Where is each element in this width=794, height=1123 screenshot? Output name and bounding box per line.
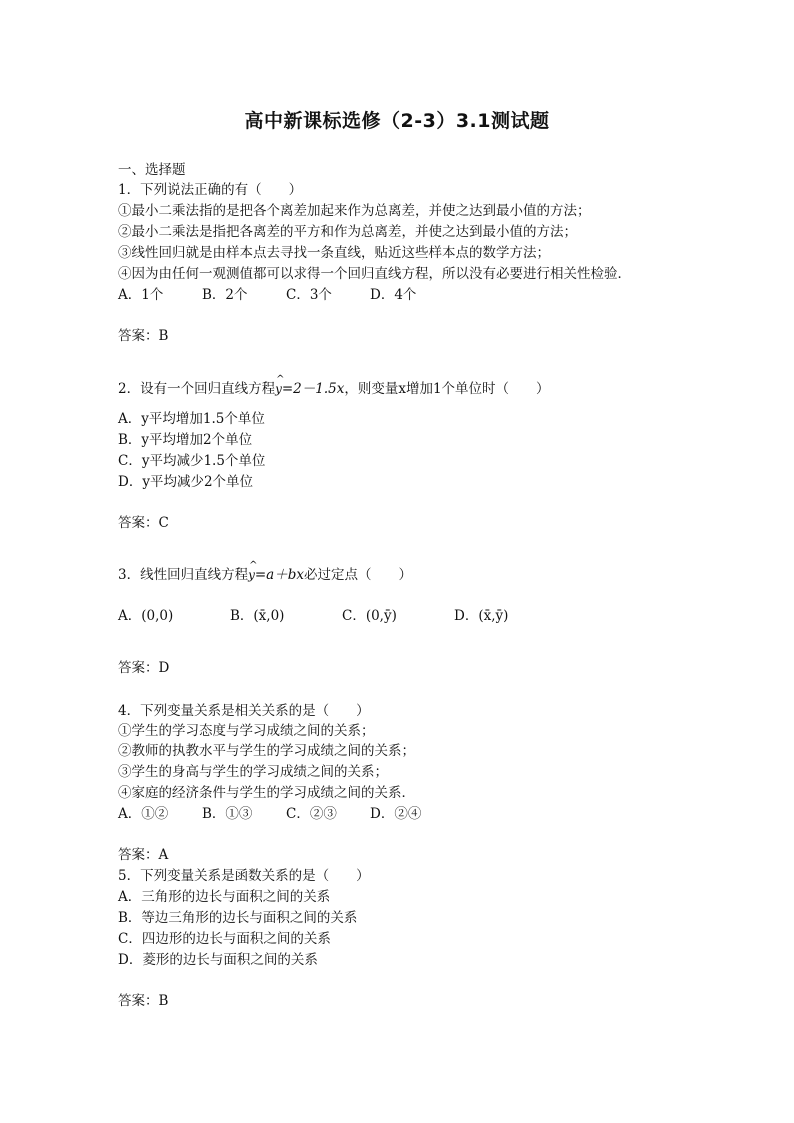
q3-stem [118,567,412,583]
q4-option-a: A．①② [118,806,169,822]
q5-option-d: D．菱形的边长与面积之间的关系 [118,952,318,968]
q1-stem: 1．下列说法正确的有（ ） [118,182,303,198]
q3-options [118,608,508,624]
q2-stem-b: ，则变量x增加1个单位时（ ） [344,381,550,397]
page-title: 高中新课标选修（2-3）3.1测试题 [244,110,550,132]
q1-options [118,287,416,303]
q3-answer: 答案：D [118,660,170,676]
q3-hat-y: ^ y [248,567,255,583]
q4-option-c: C．②③ [286,806,337,822]
q3-option-b: B．(x̄,0) [230,608,285,624]
q3-option-d: D．(x̄,ȳ) [454,608,509,624]
q3-stem-b: 必过定点（ ） [304,567,412,583]
section-heading: 一、选择题 [118,162,186,178]
q5-option-a: A．三角形的边长与面积之间的关系 [118,889,331,905]
q2-option-a: A．y平均增加1.5个单位 [118,411,265,427]
q2-stem [118,381,550,397]
q1-statement-4: ④因为由任何一观测值都可以求得一个回归直线方程，所以没有必要进行相关性检验． [118,266,631,282]
q1-statement-3: ③线性回归就是由样本点去寻找一条直线，贴近这些样本点的数学方法； [118,245,550,261]
q1-option-b: B．2个 [202,287,248,303]
q1-option-c: C．3个 [286,287,332,303]
q3-option-c: C．(0,ȳ) [342,608,397,624]
q3-option-a: A．(0,0) [118,608,174,624]
q4-statement-3: ③学生的身高与学生的学习成绩之间的关系； [118,764,388,780]
q2-option-c: C．y平均减少1.5个单位 [118,453,266,469]
q2-option-d: D．y平均减少2个单位 [118,474,254,490]
q2-hat-y: ^ y [275,381,282,397]
q1-answer: 答案：B [118,328,169,344]
q5-option-c: C．四边形的边长与面积之间的关系 [118,931,331,947]
q1-statement-1: ①最小二乘法指的是把各个离差加起来作为总离差，并使之达到最小值的方法； [118,203,591,219]
q4-answer: 答案：A [118,847,169,863]
q5-option-b: B．等边三角形的边长与面积之间的关系 [118,910,358,926]
q4-statement-1: ①学生的学习态度与学习成绩之间的关系； [118,723,375,739]
q4-statement-4: ④家庭的经济条件与学生的学习成绩之间的关系． [118,785,415,801]
q3-stem-a: 3．线性回归直线方程 [118,567,249,583]
q4-option-d: D．②④ [370,806,422,822]
q4-stem: 4．下列变量关系是相关关系的是（ ） [118,703,370,719]
q2-equation: =2－1.5x [281,381,345,397]
q4-options [118,806,421,822]
q1-option-d: D．4个 [370,287,417,303]
q1-statement-2: ②最小二乘法是指把各离差的平方和作为总离差，并使之达到最小值的方法； [118,224,577,240]
q2-answer: 答案：C [118,515,169,531]
q5-stem: 5．下列变量关系是函数关系的是（ ） [118,868,370,884]
q1-option-a: A．1个 [118,287,164,303]
q3-equation: =a＋bx [254,567,304,583]
q2-stem-a: 2．设有一个回归直线方程 [118,381,276,397]
q2-option-b: B．y平均增加2个单位 [118,432,253,448]
q5-answer: 答案：B [118,993,169,1009]
q4-option-b: B．①③ [202,806,253,822]
q4-statement-2: ②教师的执教水平与学生的学习成绩之间的关系； [118,743,415,759]
